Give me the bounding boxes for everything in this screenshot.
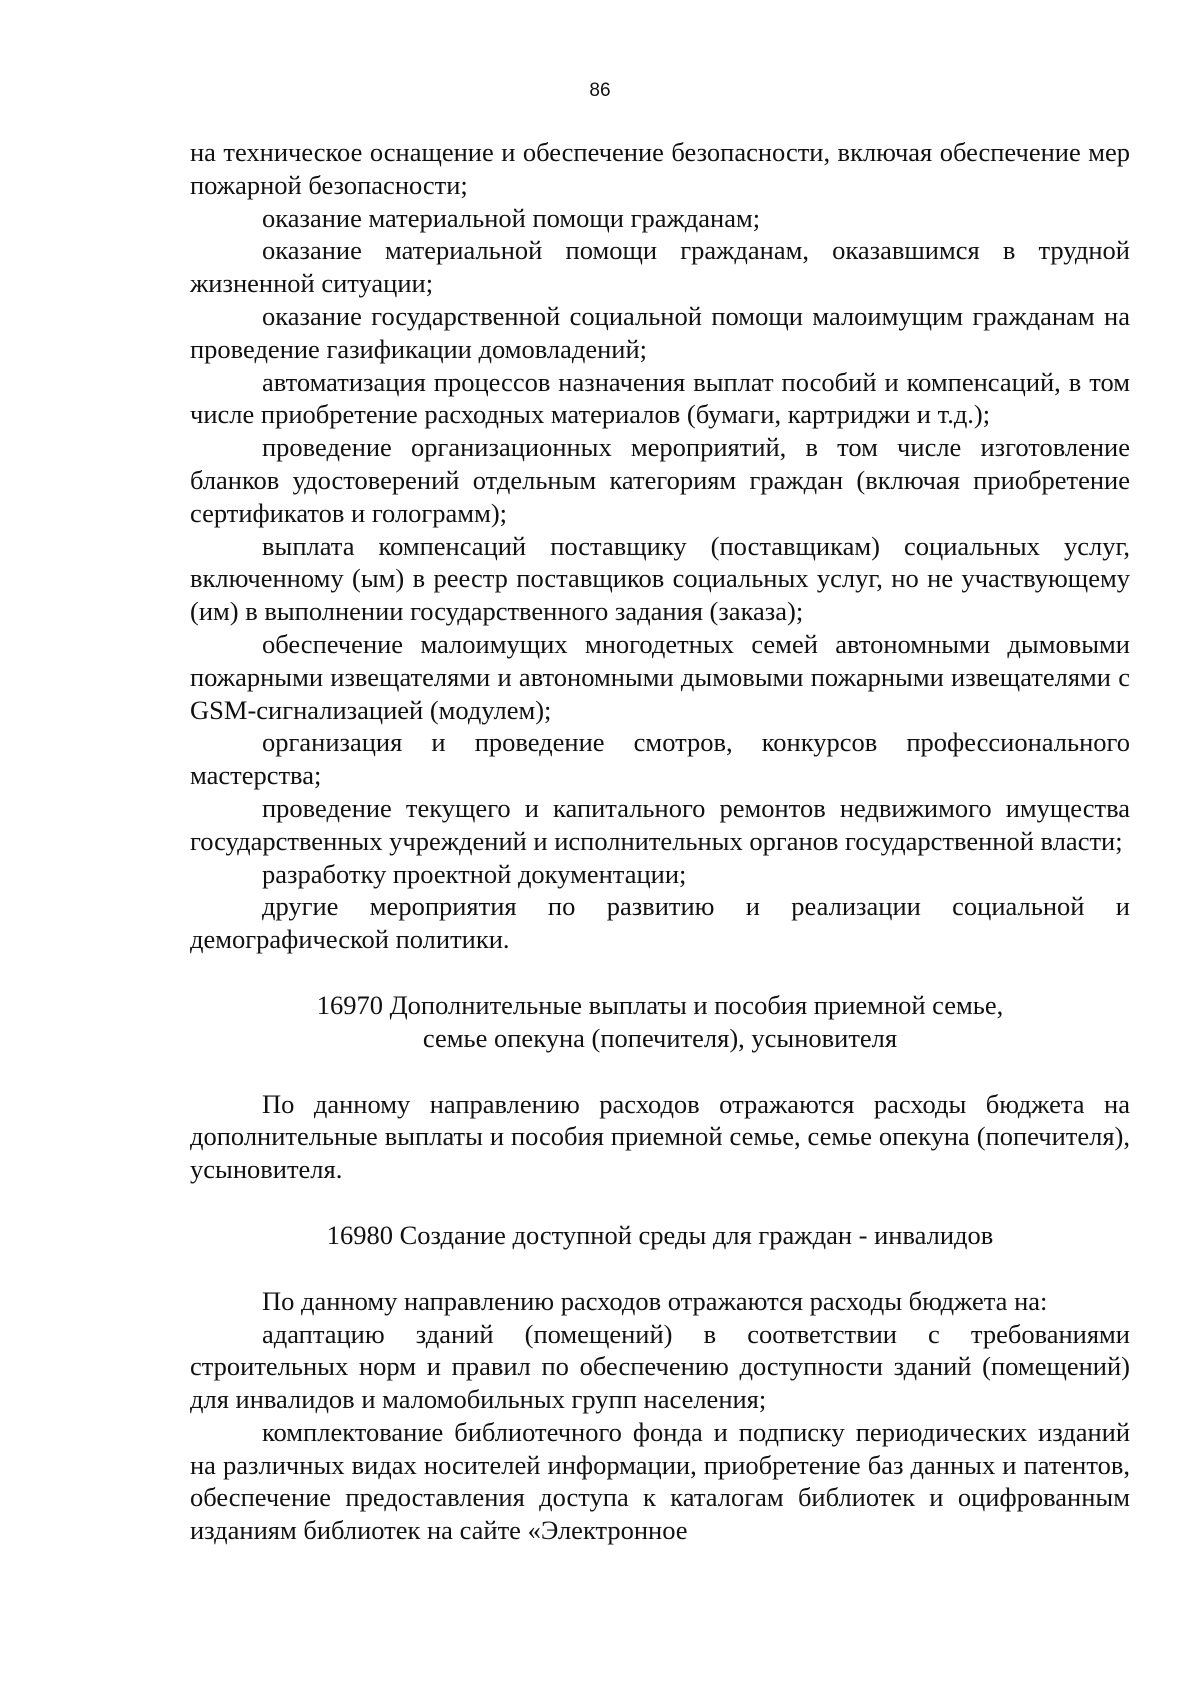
paragraph: оказание материальной помощи гражданам, оказавшимся в трудной жизненной ситуации; [190, 235, 1130, 299]
paragraph: обеспечение малоимущих многодетных семей автономными дымовыми пожарными извещателями и автономными дымовыми пожарными извещателями с GSM-сигнализацией (модулем); [190, 628, 1130, 725]
paragraph: организация и проведение смотров, конкурсов профессионального мастерства; [190, 727, 1130, 791]
list-item: комплектование библиотечного фонда и подписку периодических изданий на различных видах носителей информации, приобретение баз данных и патентов, обеспечение предоставления доступа к каталогам библиотек и оцифрованным изданиям библиотек на сайте «Электронное [190, 1416, 1130, 1546]
paragraph: оказание государственной социальной помощи малоимущим гражданам на проведение газификации домовладений; [190, 300, 1130, 364]
list-item: адаптацию зданий (помещений) в соответствии с требованиями строительных норм и правил по обеспечению доступности зданий (помещений) для инвалидов и маломобильных групп населения; [190, 1318, 1130, 1415]
paragraph: другие мероприятия по развитию и реализации социальной и демографической политики. [190, 891, 1130, 955]
paragraph: автоматизация процессов назначения выплат пособий и компенсаций, в том числе приобретение расходных материалов (бумаги, картриджи и т.д.); [190, 366, 1130, 430]
document-body [190, 136, 1130, 1547]
paragraph: проведение организационных мероприятий, в том числе изготовление бланков удостоверений отдельным категориям граждан (включая приобретение сертификатов и голограмм); [190, 432, 1130, 528]
section-16970-body: По данному направлению расходов отражаются расходы бюджета на дополнительные выплаты и пособия приемной семье, семье опекуна (попечителя), усыновителя. [190, 1088, 1130, 1185]
heading-line: семье опекуна (попечителя), усыновителя [422, 1022, 898, 1053]
section-16980-intro: По данному направлению расходов отражаются расходы бюджета на: [262, 1285, 1048, 1316]
paragraph: на техническое оснащение и обеспечение безопасности, включая обеспечение мер пожарной безопасности; [190, 137, 1130, 200]
page-number: 86 [589, 80, 611, 101]
paragraph: выплата компенсаций поставщику (поставщикам) социальных услуг, включенному (ым) в реестр поставщиков социальных услуг, но не участвующему (им) в выполнении государственного задания (заказа); [190, 530, 1130, 627]
paragraph: оказание материальной помощи гражданам; [262, 202, 761, 233]
paragraph: разработку проектной документации; [262, 858, 687, 889]
section-heading-16970 [190, 989, 1130, 1055]
heading-line: 16970 Дополнительные выплаты и пособия приемной семье, [316, 989, 1004, 1020]
paragraph: проведение текущего и капитального ремонтов недвижимого имущества государственных учреждений и исполнительных органов государственной власти; [190, 792, 1130, 856]
section-heading-16980: 16980 Создание доступной среды для граждан - инвалидов [326, 1219, 994, 1250]
